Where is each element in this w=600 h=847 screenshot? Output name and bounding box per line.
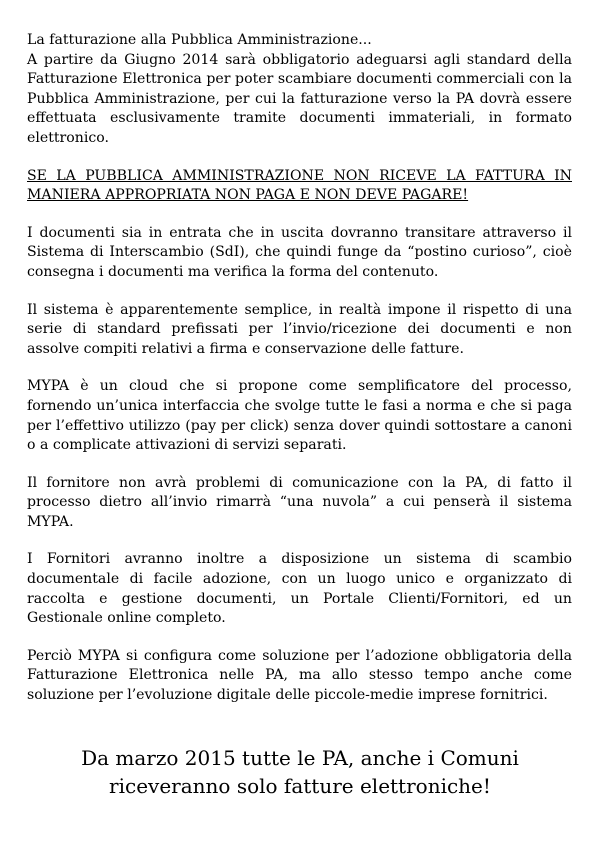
paragraph-sdi: I documenti sia in entrata che in uscita dovranno transitare attraverso il Sistema di Interscambio (SdI), che quindi funge da “postino curioso”, cioè consegna i documenti ma verifica la forma del contenuto. (27, 224, 572, 280)
closing-line-2: riceveranno solo fatture elettroniche! (109, 774, 491, 798)
paragraph-system: Il sistema è apparentemente semplice, in realtà impone il rispetto di una serie di standard prefissati per l’invio/ricezione dei documenti e non assolve compiti relativi a firma e conservazione delle fatture. (27, 301, 572, 357)
paragraph-supplier: Il fornitore non avrà problemi di comunicazione con la PA, di fatto il processo dietro all’invio rimarrà “una nuvola” a cui penserà il sistema MYPA. (27, 474, 572, 530)
paragraph-mypa-cloud: MYPA è un cloud che si propone come semplificatore del processo, fornendo un’unica interfaccia che svolge tutte le fasi a norma e che si paga per l’effettivo utilizzo (pay per click) senza dover quindi sottostare a canoni o a complicate attivazioni di servizi separati. (27, 378, 572, 454)
paragraph-suppliers-tools: I Fornitori avranno inoltre a disposizione un sistema di scambio documentale di facile adozione, con un luogo unico e organizzato di raccolta e gestione documenti, un Portale Clienti/Fornitori, ed un Gestionale online completo. (27, 551, 572, 627)
closing-statement (0, 744, 600, 800)
intro-paragraph: A partire da Giugno 2014 sarà obbligatorio adeguarsi agli standard della Fatturazione Elettronica per poter scambiare documenti commerciali con la Pubblica Amministrazione, per cui la fatturazione verso la PA dovrà essere effettuata esclusivamente tramite documenti immateriali, in formato elettronico. (27, 51, 572, 146)
closing-line-1: Da marzo 2015 tutte le PA, anche i Comuni (81, 746, 519, 770)
paragraph-conclusion: Perciò MYPA si configura come soluzione per l’adozione obbligatoria della Fatturazione Elettronica nelle PA, ma allo stesso tempo anche come soluzione per l’evoluzione digitale delle piccole-medie imprese fornitrici. (27, 647, 572, 704)
warning-notice: SE LA PUBBLICA AMMINISTRAZIONE NON RICEVE LA FATTURA IN MANIERA APPROPRIATA NON PAGA E NON DEVE PAGARE! (27, 167, 572, 204)
intro-title: La fatturazione alla Pubblica Amministrazione... (27, 32, 372, 48)
document-body (27, 31, 572, 706)
